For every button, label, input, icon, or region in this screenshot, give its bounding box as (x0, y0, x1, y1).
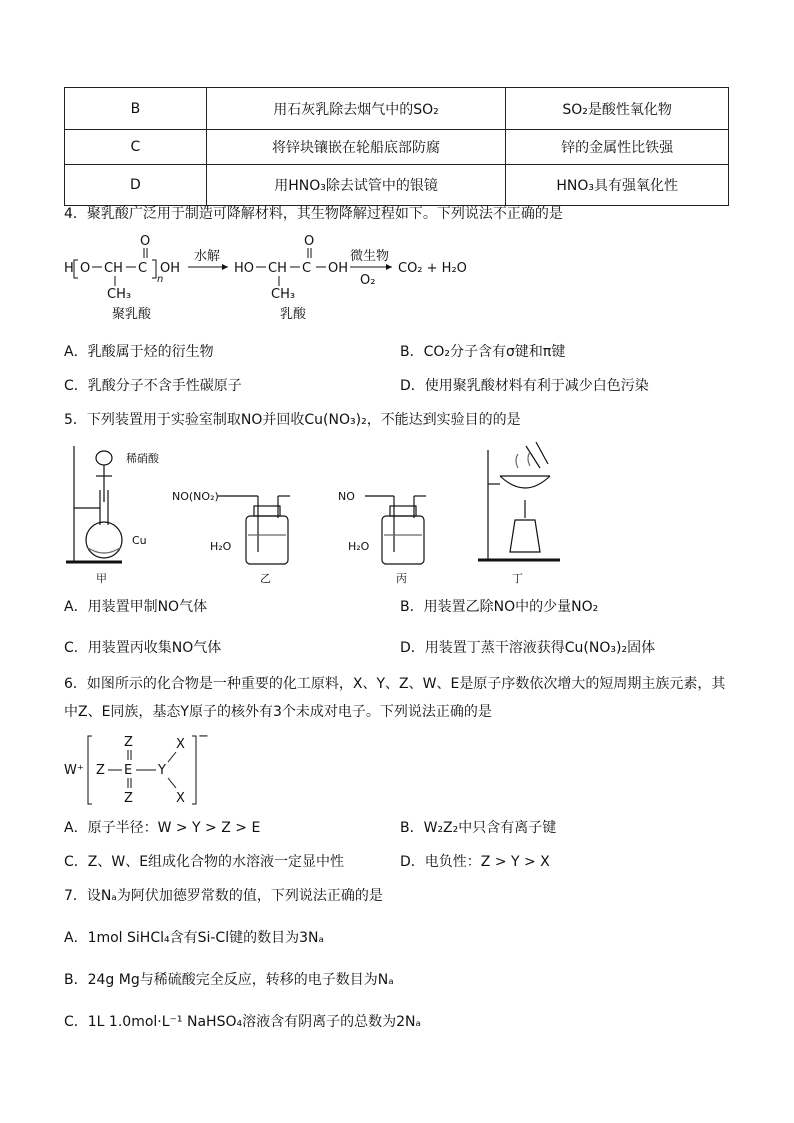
svg-text:X: X (176, 737, 185, 752)
svg-text:C: C (302, 261, 312, 276)
arrow2-top-label: 微生物 (350, 249, 390, 264)
table-row (65, 88, 729, 130)
svg-text:C: C (138, 261, 148, 276)
q4-option-a: A．乳酸属于烃的衍生物 (64, 344, 214, 360)
q6-option-b: B．W₂Z₂中只含有离子键 (400, 820, 557, 836)
q7-stem: 7．设Nₐ为阿伏加德罗常数的值，下列说法正确的是 (64, 888, 383, 904)
gas-in-2-label: NO(NO₂) (172, 490, 219, 503)
table-row (65, 130, 729, 165)
q5-option-b: B．用装置乙除NO中的少量NO₂ (400, 599, 599, 615)
arrow2-bottom-label: O₂ (360, 273, 376, 288)
monomer-label: 乳酸 (280, 307, 307, 322)
action-cell: 用HNO₃除去试管中的银镜 (206, 165, 506, 206)
svg-text:O: O (80, 261, 91, 276)
reason-cell: HNO₃具有强氧化性 (506, 165, 729, 206)
apparatus-label-ding: 丁 (512, 572, 523, 585)
q5-option-c: C．用装置丙收集NO气体 (64, 640, 222, 656)
q6-option-a: A．原子半径：W > Y > Z > E (64, 820, 261, 836)
svg-text:E: E (124, 763, 133, 778)
product-label: CO₂ + H₂O (398, 261, 467, 276)
arrow1-label: 水解 (194, 249, 221, 264)
q6-stem-line2: 中Z、E同族，基态Y原子的核外有3个未成对电子。下列说法正确的是 (64, 704, 492, 720)
q5-option-a: A．用装置甲制NO气体 (64, 599, 208, 615)
svg-text:Z: Z (96, 763, 105, 778)
gas-in-3-label: NO (338, 490, 355, 503)
svg-text:Z: Z (124, 735, 133, 750)
q5-option-d: D．用装置丁蒸干溶液获得Cu(NO₃)₂固体 (400, 640, 656, 656)
svg-text:−: − (198, 729, 209, 744)
water-label-2: H₂O (210, 540, 232, 553)
polylactic-degradation-figure (60, 232, 480, 324)
option-cell: D (65, 165, 207, 206)
compound-structure-figure (60, 728, 220, 808)
svg-text:OH: OH (328, 261, 349, 276)
q6-option-d: D．电负性：Z > Y > X (400, 854, 550, 870)
q6-stem-line1: 6．如图所示的化合物是一种重要的化工原料，X、Y、Z、W、E是原子序数依次增大的短周期主族元素，其 (64, 676, 726, 692)
svg-text:O: O (304, 234, 315, 249)
polymer-label: 聚乳酸 (112, 307, 152, 322)
svg-text:HO: HO (234, 261, 255, 276)
apparatus-label-jia: 甲 (96, 572, 107, 585)
cu-label: Cu (132, 534, 147, 547)
svg-text:W⁺: W⁺ (64, 763, 84, 778)
svg-text:Y: Y (158, 763, 166, 778)
svg-text:Z: Z (124, 791, 133, 806)
q7-option-b: B．24g Mg与稀硫酸完全反应，转移的电子数目为Nₐ (64, 972, 394, 988)
apparatus-label-bing: 丙 (396, 572, 407, 585)
svg-text:O: O (140, 234, 151, 249)
svg-text:CH: CH (104, 261, 123, 276)
apparatus-label-yi: 乙 (260, 572, 271, 585)
action-cell: 将锌块镶嵌在轮船底部防腐 (206, 130, 506, 165)
q7-option-a: A．1mol SiHCl₄含有Si-Cl键的数目为3Nₐ (64, 930, 324, 946)
svg-text:CH₃: CH₃ (107, 287, 132, 302)
svg-text:CH: CH (268, 261, 287, 276)
reason-cell: SO₂是酸性氧化物 (506, 88, 729, 130)
action-cell: 用石灰乳除去烟气中的SO₂ (206, 88, 506, 130)
q4-option-b: B．CO₂分子含有σ键和π键 (400, 344, 566, 360)
option-cell: C (65, 130, 207, 165)
apparatus-figure (60, 440, 580, 585)
q4-option-d: D．使用聚乳酸材料有利于减少白色污染 (400, 378, 649, 394)
svg-text:OH: OH (160, 261, 181, 276)
q4-option-c: C．乳酸分子不含手性碳原子 (64, 378, 242, 394)
table-row (65, 165, 729, 206)
water-label-3: H₂O (348, 540, 370, 553)
reason-cell: 锌的金属性比铁强 (506, 130, 729, 165)
option-cell: B (65, 88, 207, 130)
svg-text:H: H (64, 261, 74, 276)
q7-option-c: C．1L 1.0mol·L⁻¹ NaHSO₄溶液含有阴离子的总数为2Nₐ (64, 1014, 421, 1030)
svg-text:n: n (157, 274, 164, 285)
q4-stem: 4．聚乳酸广泛用于制造可降解材料，其生物降解过程如下。下列说法不正确的是 (64, 206, 563, 222)
q5-stem: 5．下列装置用于实验室制取NO并回收Cu(NO₃)₂，不能达到实验目的的是 (64, 412, 521, 428)
acid-label: 稀硝酸 (126, 452, 159, 465)
options-table (64, 87, 729, 206)
q6-option-c: C．Z、W、E组成化合物的水溶液一定显中性 (64, 854, 345, 870)
svg-text:CH₃: CH₃ (271, 287, 296, 302)
svg-text:X: X (176, 791, 185, 806)
